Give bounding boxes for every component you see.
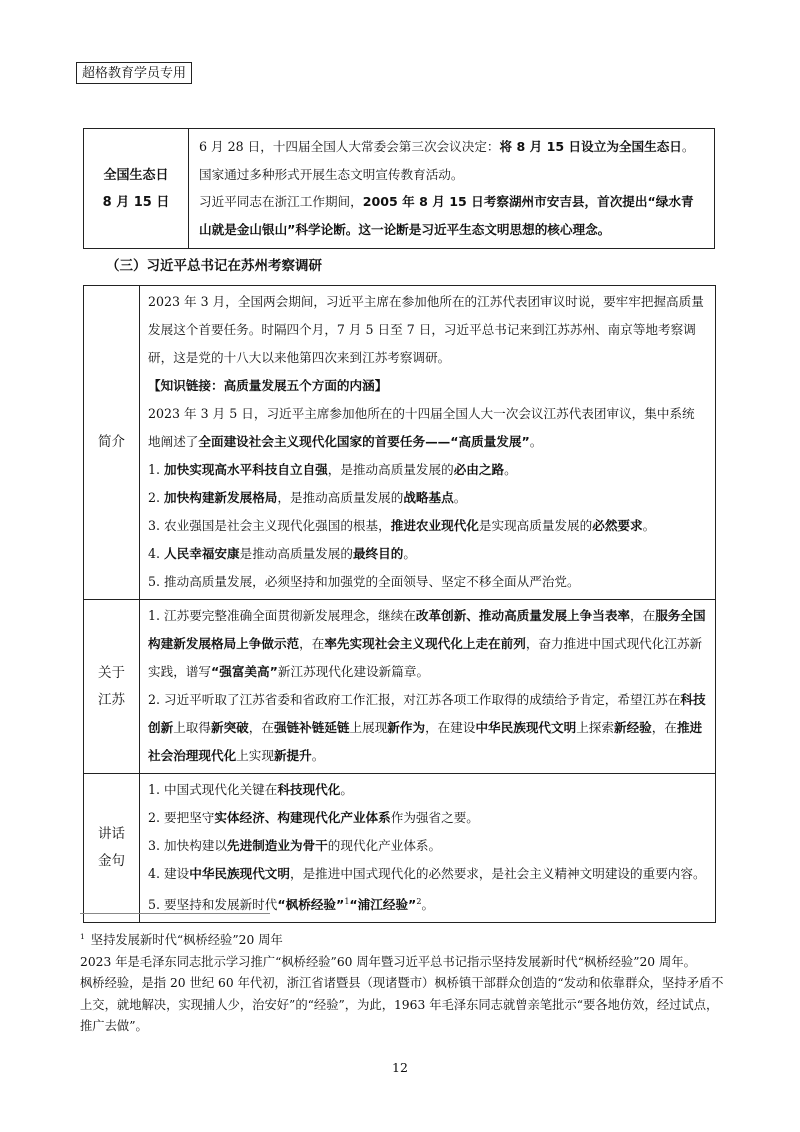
eco-p1-bold: 将 8 月 15 日设立为全国生态日 [499, 139, 682, 154]
q1-b1: 科技现代化 [277, 782, 341, 797]
quote-4 [148, 860, 707, 888]
quote-5 [148, 888, 707, 919]
item2-t1: ，是推动高质量发展的 [277, 490, 404, 505]
js2-t3: 上展现 [349, 720, 388, 735]
item3-t2: 。 [642, 518, 656, 533]
jiangsu-label-line2: 江苏 [98, 691, 125, 708]
eco-p1-text: 6 月 28 日，十四届全国人大常委会第三次会议决定： [199, 139, 500, 154]
intro-p2-bold: 全面建设社会主义现代化国家的首要任务——“高质量发展” [198, 434, 530, 449]
q4-t0: 4. 建设 [148, 866, 190, 881]
intro-para2 [148, 400, 707, 456]
suzhou-table [83, 285, 716, 923]
js1-t4: 新江苏现代化建设新篇章。 [277, 664, 430, 679]
js2-b6: 新经验 [613, 720, 652, 735]
quotes-label-line2: 金句 [98, 853, 125, 870]
eco-label-line1: 全国生态日 [103, 167, 169, 183]
header-tag: 超格教育学员专用 [76, 62, 192, 84]
q1-t0: 1. 中国式现代化关键在 [148, 782, 278, 797]
item4-num: 4. [148, 546, 161, 561]
intro-item4 [148, 540, 707, 568]
footnote-title-text: 坚持发展新时代“枫桥经验”20 周年 [90, 933, 283, 947]
jiangsu-label [84, 600, 140, 774]
item1-b1: 加快实现高水平科技自立自强 [164, 462, 328, 477]
footnote-number: 1 [80, 932, 85, 941]
item3-t0: 3. 农业强国是社会主义现代化强国的根基， [148, 518, 391, 533]
jiangsu-para1 [148, 602, 707, 686]
eco-p2-text: 习近平同志在浙江工作期间， [199, 194, 363, 209]
intro-item1 [148, 456, 707, 484]
item4-t2: 。 [403, 546, 416, 561]
footnote-1-title [80, 926, 730, 952]
q5-t0: 5. 要坚持和发展新时代 [148, 897, 278, 913]
js1-t3: ，奋力推进中国式现代化江苏新实践，谱写 [148, 636, 703, 679]
js1-b1: 改革创新、推动高质量发展上争当表率 [415, 608, 630, 623]
item4-t1: 是推动高质量发展的 [239, 546, 353, 561]
q3-t0: 3. 加快构建以 [148, 838, 227, 853]
js2-b3: 强链补链延链 [273, 720, 350, 735]
item1-num: 1. [148, 462, 161, 477]
quote-2 [148, 804, 707, 832]
intro-label: 简介 [84, 286, 140, 600]
item4-b2: 最终目的 [352, 546, 404, 561]
q3-t1: 的现代化产业体系。 [327, 838, 442, 853]
eco-p1-end: 。国家通过多种形式开展生态文明宣传教育活动。 [199, 139, 695, 182]
js2-b2: 新突破 [210, 720, 249, 735]
q4-t1: ，是推进中国式现代化的必然要求，是社会主义精神文明建设的重要内容。 [289, 866, 706, 881]
js2-t0: 2. 习近平听取了江苏省委和省政府工作汇报，对江苏各项工作取得的成绩给予肯定，希望江苏在 [148, 692, 681, 707]
item2-b1: 加快构建新发展格局 [164, 490, 278, 505]
intro-para1: 2023 年 3 月，全国两会期间，习近平主席在参加他所在的江苏代表团审议时说，要牢牢把握高质量发展这个首要任务。时隔四个月，7 月 5 日至 7 日，习近平总书记来到江苏苏州、南京等地考察调研，这是党的十八大以来他第四次来到江苏考察调研。 [148, 294, 704, 365]
item2-t2: 。 [453, 490, 467, 505]
js2-t7: 上实现 [236, 748, 274, 763]
eco-para1 [199, 133, 704, 188]
q1-t1: 。 [340, 782, 353, 797]
eco-day-label [84, 129, 189, 249]
footnote-divider [80, 913, 270, 914]
item3-b2: 必然要求 [592, 518, 643, 533]
q3-b1: 先进制造业为骨干 [227, 838, 328, 853]
intro-p2-end: 。 [529, 434, 543, 449]
quotes-content [140, 774, 716, 923]
eco-day-table [83, 128, 715, 249]
js2-b4: 新作为 [387, 720, 426, 735]
intro-content [140, 286, 716, 600]
q4-b1: 中华民族现代文明 [189, 866, 290, 881]
item1-t2: 。 [504, 462, 517, 477]
intro-item3 [148, 512, 707, 540]
page-number: 12 [392, 1060, 408, 1075]
js1-b4: “强富美高” [210, 664, 278, 679]
jiangsu-label-line1: 关于 [98, 664, 125, 681]
item2-b2: 战略基点 [403, 490, 454, 505]
js1-b3: 率先实现社会主义现代化上走在前列 [324, 636, 526, 651]
eco-label-line2: 8 月 15 日 [102, 194, 170, 210]
footnotes [80, 926, 730, 1038]
footnote-line3: 枫桥经验，是指 20 世纪 60 年代初，浙江省诸暨县（现诸暨市）枫桥镇干部群众创造的“发动和依靠群众，坚持矛盾不上交，就地解决，实现捕人少，治安好”的“经验”，为此，1963 年毛泽东同志就曾亲笔批示“要各地仿效，经过试点，推广去做”。 [80, 976, 724, 1033]
item4-b1: 人民幸福安康 [164, 546, 240, 561]
eco-para2 [199, 188, 704, 243]
q2-b1: 实体经济、构建现代化产业体系 [214, 810, 391, 825]
js2-b8: 新提升 [273, 748, 312, 763]
quote-1 [148, 776, 707, 804]
intro-item2 [148, 484, 707, 512]
js2-t8: 。 [311, 748, 325, 763]
q5-t1: 。 [421, 897, 435, 913]
eco-day-content [189, 129, 715, 249]
footnote-ref-1[interactable]: 1 [344, 897, 350, 906]
intro-item5: 5. 推动高质量发展，必须坚持和加强党的全面领导、坚定不移全面从严治党。 [148, 574, 580, 589]
intro-p2-text: 2023 年 3 月 5 日，习近平主席参加他所在的十四届全国人大一次会议江苏代表团审议，集中系统地阐述了 [148, 406, 695, 449]
js2-t1: 上取得 [173, 720, 211, 735]
q2-t1: 作为强省之要。 [390, 810, 479, 825]
js2-b1: 科技创新 [148, 692, 706, 735]
section-title: （三）习近平总书记在苏州考察调研 [106, 258, 322, 274]
item2-num: 2. [148, 490, 161, 505]
js2-t4: ，在建设 [425, 720, 476, 735]
js2-t6: ，在 [651, 720, 677, 735]
quotes-label-line1: 讲话 [98, 826, 125, 843]
js1-b2: 服务全国构建新发展格局上争做示范 [148, 608, 706, 651]
q5-b2: “浦江经验” [349, 897, 417, 913]
jiangsu-content [140, 600, 716, 774]
quote-3 [148, 832, 707, 860]
q5-b1: “枫桥经验” [277, 897, 345, 913]
js1-t1: ，在 [630, 608, 656, 623]
js2-b7: 推进社会治理现代化 [148, 720, 703, 763]
eco-p2-bold: 2005 年 8 月 15 日考察湖州市安吉县，首次提出“绿水青山就是金山银山”科学论断。这一论断是习近平生态文明思想的核心理念。 [199, 194, 694, 237]
item3-t1: 是实现高质量发展的 [478, 518, 593, 533]
js2-b5: 中华民族现代文明 [475, 720, 577, 735]
jiangsu-para2 [148, 686, 707, 770]
footnote-line2: 2023 年是毛泽东同志批示学习推广“枫桥经验”60 周年暨习近平总书记指示坚持发展新时代“枫桥经验”20 周年。 [80, 954, 696, 969]
quotes-label [84, 774, 140, 923]
js2-t2: ，在 [248, 720, 274, 735]
knowledge-link-title: 【知识链接：高质量发展五个方面的内涵】 [148, 378, 388, 393]
item1-b2: 必由之路 [453, 462, 505, 477]
footnote-ref-2[interactable]: 2 [416, 897, 422, 906]
item1-t1: ，是推动高质量发展的 [327, 462, 454, 477]
js1-t0: 1. 江苏要完整准确全面贯彻新发展理念，继续在 [148, 608, 416, 623]
js2-t5: 上探索 [576, 720, 614, 735]
q2-t0: 2. 要把坚守 [148, 810, 215, 825]
js1-t2: ，在 [299, 636, 325, 651]
item3-b1: 推进农业现代化 [390, 518, 479, 533]
